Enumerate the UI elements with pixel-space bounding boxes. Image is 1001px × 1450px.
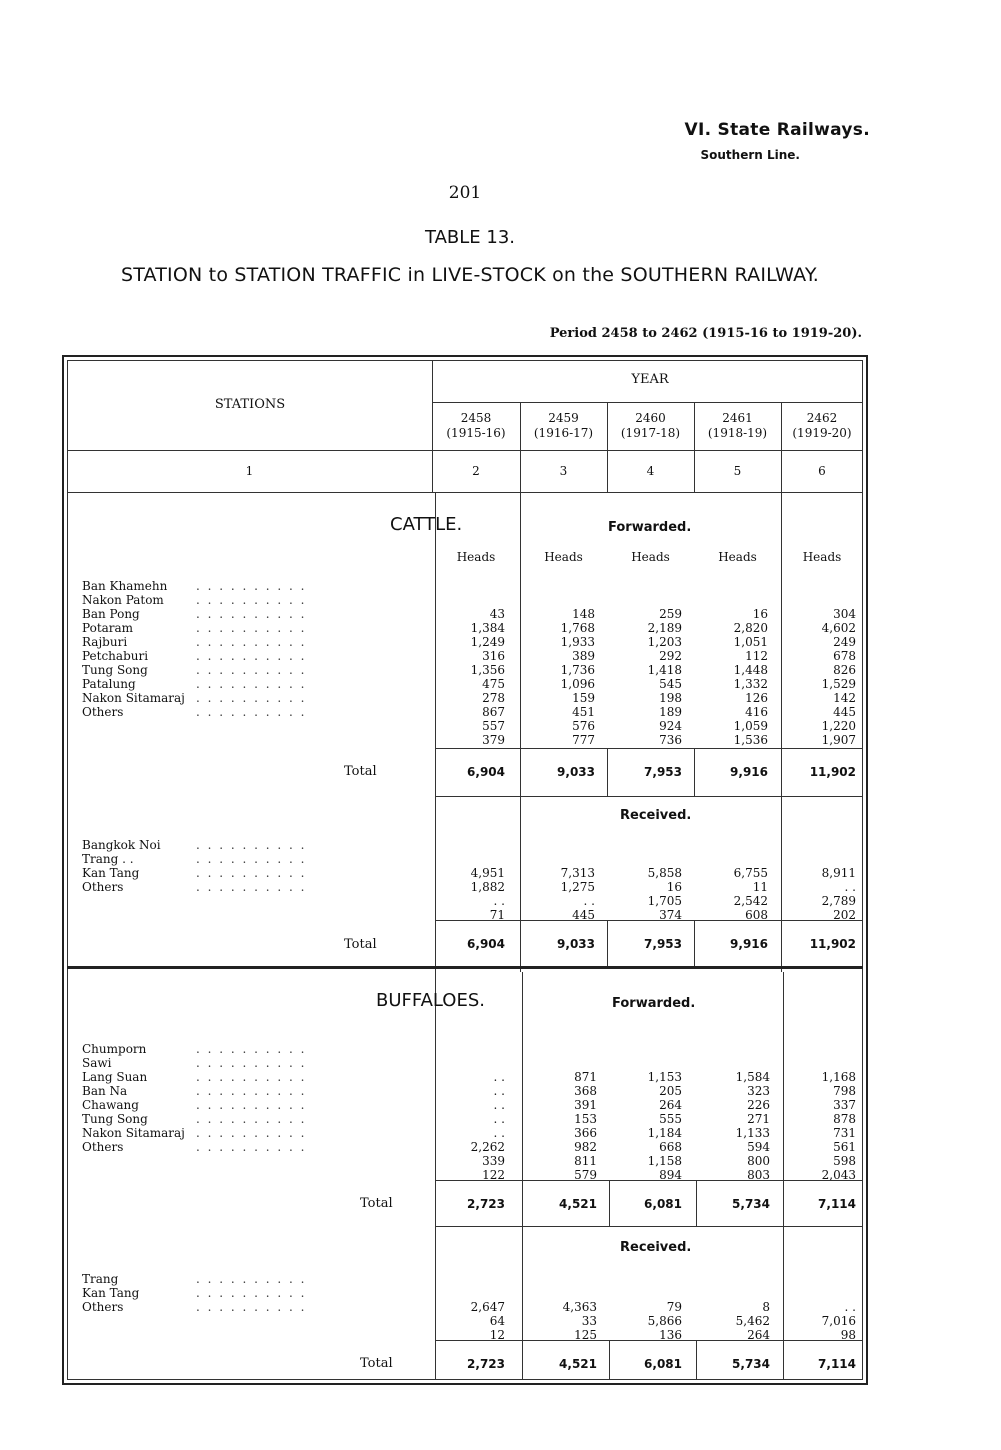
total-value: 9,033 bbox=[557, 937, 595, 951]
total-value: 7,953 bbox=[644, 765, 682, 779]
station-name: Trang bbox=[82, 1272, 119, 1286]
station-name: Others bbox=[82, 1140, 124, 1154]
year-3-span: (1917-18) bbox=[620, 426, 681, 440]
station-name: Others bbox=[82, 880, 124, 894]
col-number-5: 5 bbox=[733, 464, 742, 478]
year-4-span: (1918-19) bbox=[707, 426, 768, 440]
divider bbox=[609, 1180, 610, 1226]
divider bbox=[783, 972, 784, 1380]
unit-label: Heads bbox=[544, 550, 583, 564]
total-value: 5,734 bbox=[732, 1357, 770, 1371]
subsection-received: Received. bbox=[620, 1240, 692, 1255]
leader-dots: . . . . . . . . . . . . . . . . . . . . . . . . . . . . . . . . . . . . . . . . . . . . . . . . . . . . . . . . . . . . . . . . . . . . . . . . . . . . . . . . bbox=[196, 1042, 307, 1154]
year-5: 2462 bbox=[806, 411, 838, 425]
buffalo-fwd-col-4: 1,153 205 264 555 1,184 668 1,158 894 bbox=[647, 1070, 682, 1182]
divider bbox=[432, 402, 863, 403]
unit-label: Heads bbox=[456, 550, 496, 564]
cattle-fwd-col-3: 148 1,768 1,933 389 1,736 1,096 159 451 576 777 bbox=[560, 607, 595, 747]
col-number-2: 2 bbox=[472, 464, 480, 478]
total-value: 11,902 bbox=[809, 937, 856, 951]
unit-label: Heads bbox=[718, 550, 757, 564]
col-number-1: 1 bbox=[245, 464, 254, 478]
subsection-received: Received. bbox=[620, 808, 692, 823]
total-value: 4,521 bbox=[559, 1357, 597, 1371]
divider bbox=[696, 1340, 697, 1380]
divider bbox=[435, 492, 436, 1380]
section-subtitle: Southern Line. bbox=[700, 148, 800, 162]
buffalo-rcv-col-5: 8 5,462 264 bbox=[735, 1300, 770, 1342]
divider bbox=[607, 748, 608, 796]
station-name: Nakon Sitamaraj bbox=[82, 691, 185, 705]
year-header: YEAR bbox=[631, 372, 669, 387]
section-title-buffaloes: BUFFALOES. bbox=[376, 990, 485, 1011]
station-name: Patalung bbox=[82, 677, 136, 691]
period-caption: Period 2458 to 2462 (1915-16 to 1919-20). bbox=[549, 326, 862, 341]
station-list bbox=[82, 579, 185, 719]
station-name: Chumporn bbox=[82, 1042, 147, 1056]
col-number-6: 6 bbox=[818, 464, 826, 478]
station-name: Others bbox=[82, 705, 124, 719]
year-1-span: (1915-16) bbox=[446, 426, 506, 440]
station-name: Tung Song bbox=[82, 1112, 148, 1126]
station-name: Kan Tang bbox=[82, 1286, 140, 1300]
total-value: 2,723 bbox=[467, 1357, 505, 1371]
cattle-fwd-col-6: 304 4,602 249 678 826 1,529 142 445 1,220 1,907 bbox=[821, 607, 856, 747]
station-name: Ban Khamehn bbox=[82, 579, 168, 593]
cattle-rcv-col-5: 6,755 11 2,542 608 bbox=[733, 866, 768, 922]
total-label: Total bbox=[344, 764, 377, 779]
col-number-3: 3 bbox=[559, 464, 568, 478]
station-name: Trang . . bbox=[82, 852, 134, 866]
total-value: 9,916 bbox=[730, 937, 768, 951]
total-value: 9,033 bbox=[557, 765, 595, 779]
unit-label: Heads bbox=[802, 550, 842, 564]
buffalo-fwd-col-2: . . . . . . . . . . 2,262 339 122 bbox=[470, 1070, 505, 1182]
station-name: Bangkok Noi bbox=[82, 838, 161, 852]
divider bbox=[781, 492, 782, 972]
buffalo-rcv-col-2: 2,647 64 12 bbox=[470, 1300, 505, 1342]
divider bbox=[609, 1340, 610, 1380]
total-value: 2,723 bbox=[467, 1197, 505, 1211]
total-value: 7,953 bbox=[644, 937, 682, 951]
total-value: 6,081 bbox=[644, 1197, 682, 1211]
buffalo-fwd-col-6: 1,168 798 337 878 731 561 598 2,043 bbox=[821, 1070, 856, 1182]
cattle-rcv-col-2: 4,951 1,882 . . 71 bbox=[470, 866, 505, 922]
divider bbox=[435, 748, 863, 749]
cattle-fwd-col-4: 259 2,189 1,203 292 1,418 545 198 189 924 736 bbox=[647, 607, 682, 747]
station-name: Ban Pong bbox=[82, 607, 140, 621]
section-title-cattle: CATTLE. bbox=[390, 514, 463, 535]
buffalo-rcv-col-3: 4,363 33 125 bbox=[562, 1300, 597, 1342]
year-1: 2458 bbox=[460, 411, 492, 425]
page-number: 201 bbox=[448, 183, 482, 203]
divider bbox=[435, 1226, 863, 1227]
total-label: Total bbox=[360, 1196, 393, 1211]
cattle-rcv-col-6: 8,911 . . 2,789 202 bbox=[821, 866, 856, 922]
divider bbox=[435, 920, 863, 921]
year-4: 2461 bbox=[722, 411, 753, 425]
leader-dots: . . . . . . . . . . . . . . . . . . . . . . . . . . . . . . bbox=[196, 1272, 307, 1314]
table-number: TABLE 13. bbox=[424, 227, 515, 248]
divider bbox=[67, 492, 863, 493]
cattle-rcv-col-4: 5,858 16 1,705 374 bbox=[647, 866, 682, 922]
station-name: Petchaburi bbox=[82, 649, 149, 663]
divider bbox=[696, 1180, 697, 1226]
cattle-rcv-col-3: 7,313 1,275 . . 445 bbox=[560, 866, 595, 922]
cattle-fwd-col-2: 43 1,384 1,249 316 1,356 475 278 867 557 379 bbox=[470, 607, 505, 747]
station-name: Tung Song bbox=[82, 663, 148, 677]
total-label: Total bbox=[344, 937, 377, 952]
station-name: Nakon Sitamaraj bbox=[82, 1126, 185, 1140]
station-list bbox=[82, 1042, 185, 1154]
divider bbox=[67, 450, 863, 451]
station-name: Ban Na bbox=[82, 1084, 128, 1098]
total-value: 4,521 bbox=[559, 1197, 597, 1211]
station-name: Rajburi bbox=[82, 635, 128, 649]
leader-dots: . . . . . . . . . . . . . . . . . . . . . . . . . . . . . . . . . . . . . . . . bbox=[196, 838, 307, 894]
divider bbox=[607, 920, 608, 966]
station-list bbox=[82, 1272, 139, 1314]
year-5-span: (1919-20) bbox=[792, 426, 852, 440]
total-value: 6,904 bbox=[467, 765, 505, 779]
total-value: 9,916 bbox=[730, 765, 768, 779]
station-name: Chawang bbox=[82, 1098, 139, 1112]
section-title: VI. State Railways. bbox=[684, 120, 870, 140]
buffalo-rcv-col-6: . . 7,016 98 bbox=[821, 1300, 856, 1342]
year-2: 2459 bbox=[548, 411, 579, 425]
station-name: Sawi bbox=[82, 1056, 112, 1070]
total-value: 7,114 bbox=[818, 1197, 856, 1211]
section-divider bbox=[67, 966, 863, 969]
cattle-fwd-col-5: 16 2,820 1,051 112 1,448 1,332 126 416 1,059 1,536 bbox=[733, 607, 768, 747]
station-name: Nakon Patom bbox=[82, 593, 164, 607]
divider bbox=[435, 796, 863, 797]
subsection-forwarded: Forwarded. bbox=[608, 520, 692, 535]
divider bbox=[435, 1340, 863, 1341]
total-value: 6,081 bbox=[644, 1357, 682, 1371]
divider bbox=[694, 920, 695, 966]
total-value: 5,734 bbox=[732, 1197, 770, 1211]
subsection-forwarded: Forwarded. bbox=[612, 996, 696, 1011]
year-3: 2460 bbox=[635, 411, 666, 425]
total-label: Total bbox=[360, 1356, 393, 1371]
leader-dots: . . . . . . . . . . . . . . . . . . . . . . . . . . . . . . . . . . . . . . . . . . . . . . . . . . . . . . . . . . . . . . . . . . . . . . . . . . . . . . . . . . . . . . . . . . . . . . . . . . . . bbox=[196, 579, 307, 719]
buffalo-fwd-col-5: 1,584 323 226 271 1,133 594 800 803 bbox=[735, 1070, 770, 1182]
station-list bbox=[82, 838, 161, 894]
divider bbox=[435, 1180, 863, 1181]
divider bbox=[694, 748, 695, 796]
stations-header: STATIONS bbox=[214, 397, 286, 412]
buffalo-rcv-col-4: 79 5,866 136 bbox=[647, 1300, 682, 1342]
divider bbox=[520, 492, 521, 972]
divider bbox=[522, 972, 523, 1380]
col-number-4: 4 bbox=[646, 464, 655, 478]
total-value: 11,902 bbox=[809, 765, 856, 779]
station-name: Lang Suan bbox=[82, 1070, 148, 1084]
table-title: STATION to STATION TRAFFIC in LIVE-STOCK on the SOUTHERN RAILWAY. bbox=[120, 264, 820, 286]
station-name: Others bbox=[82, 1300, 124, 1314]
total-value: 6,904 bbox=[467, 937, 505, 951]
unit-label: Heads bbox=[631, 550, 670, 564]
station-name: Potaram bbox=[82, 621, 134, 635]
station-name: Kan Tang bbox=[82, 866, 140, 880]
year-2-span: (1916-17) bbox=[533, 426, 594, 440]
total-value: 7,114 bbox=[818, 1357, 856, 1371]
buffalo-fwd-col-3: 871 368 391 153 366 982 811 579 bbox=[574, 1070, 597, 1182]
